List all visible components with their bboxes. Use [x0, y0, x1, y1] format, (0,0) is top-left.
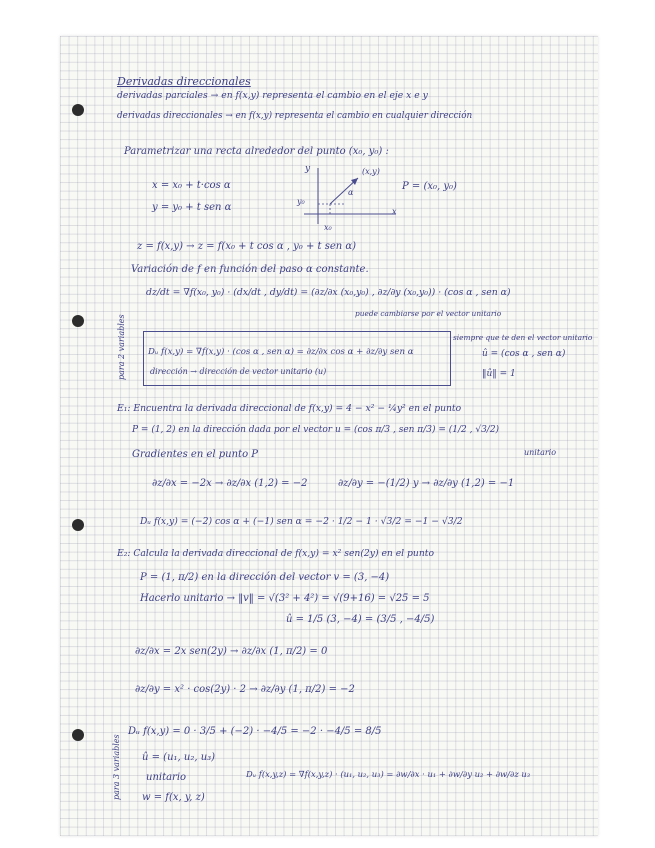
graph-y-label: y — [305, 164, 311, 174]
ej1-point-vector: P = (1, 2) en la dirección dada por el vector u = (cos π/3 , sen π/3) = (1/2 , √3/2) — [132, 425, 500, 435]
graph-x0-label: x₀ — [324, 223, 332, 232]
ej1-result: Dᵤ f(x,y) = (−2) cos α + (−1) sen α = −2 · 1/2 − 1 · √3/2 = −1 − √3/2 — [140, 516, 463, 527]
graph-alpha-label: α — [348, 188, 354, 197]
graph-point-label: (x,y) — [362, 167, 380, 176]
three-var-formula: Dᵤ f(x,y,z) = ∇f(x,y,z) · (u₁, u₂, u₃) = ∂w/∂x · u₁ + ∂w/∂y u₂ + ∂w/∂z u₃ — [246, 769, 531, 779]
note-u-def: û = (cos α , sen α) — [482, 349, 566, 359]
variation-text: Variación de f en función del paso α constante. — [131, 264, 369, 275]
direction-note: dirección → dirección de vector unitario (u) — [150, 367, 327, 376]
graph-y0-label: y₀ — [297, 197, 305, 206]
three-var-unit-word: unitario — [146, 772, 187, 783]
ej1-dzdx: ∂z/∂x = −2x → ∂z/∂x (1,2) = −2 — [152, 478, 308, 489]
ej2-point-vector: P = (1, π/2) en la dirección del vector v = (3, −4) — [140, 572, 390, 583]
note-unit-vector: siempre que te den el vector unitario — [453, 333, 593, 342]
intro-directional: derivadas direccionales → en f(x,y) representa el cambio en cualquier dirección — [117, 111, 473, 121]
param-heading: Parametrizar una recta alrededor del punto (x₀, y₀) : — [124, 146, 389, 157]
ej2-dzdx: ∂z/∂x = 2x sen(2y) → ∂z/∂x (1, π/2) = 0 — [135, 646, 328, 657]
three-var-u-def: û = (u₁, u₂, u₃) — [142, 752, 216, 763]
ej1-unit-note: unitario — [524, 448, 557, 457]
note-replace-vector: puede cambiarse por el vector unitario — [355, 309, 502, 318]
intro-partial: derivadas parciales → en f(x,y) representa el cambio en el eje x e y — [117, 90, 428, 101]
composite-line: z = f(x,y) → z = f(x₀ + t cos α , y₀ + t sen α) — [137, 241, 357, 252]
three-var-w-def: w = f(x, y, z) — [142, 792, 205, 803]
param-eq-y: y = y₀ + t sen α — [152, 202, 232, 213]
page-title: Derivadas direccionales — [117, 75, 251, 88]
three-var-side-label: para 3 variables — [112, 734, 121, 800]
graph-x-label: x — [392, 207, 397, 216]
formula-box — [143, 331, 451, 386]
ej2-result: Dᵤ f(x,y) = 0 · 3/5 + (−2) · −4/5 = −2 · −4/5 = 8/5 — [128, 726, 382, 737]
ej2-unit-vector: û = 1/5 (3, −4) = (3/5 , −4/5) — [286, 614, 435, 625]
ej1-dzdy: ∂z/∂y = −(1/2) y → ∂z/∂y (1,2) = −1 — [338, 478, 515, 489]
dz-dt-formula: dz/dt = ∇f(x₀, y₀) · (dx/dt , dy/dt) = (∂z/∂x (x₀,y₀) , ∂z/∂y (x₀,y₀)) · (cos α , sen α) — [146, 287, 511, 298]
directional-formula: Dᵤ f(x,y) = ∇f(x,y) · (cos α , sen α) = ∂z/∂x cos α + ∂z/∂y sen α — [148, 347, 414, 357]
ej2-unit-line: Hacerlo unitario → ‖v‖ = √(3² + 4²) = √(9+16) = √25 = 5 — [140, 593, 430, 604]
two-var-side-label: para 2 variables — [117, 314, 126, 380]
param-point: P = (x₀, y₀) — [402, 181, 457, 192]
ej2-statement: E₂: Calcula la derivada direccional de f(x,y) = x² sen(2y) en el punto — [117, 548, 434, 559]
ej1-gradient-heading: Gradientes en el punto P — [132, 449, 258, 460]
param-eq-x: x = x₀ + t·cos α — [152, 180, 231, 191]
note-u-norm: ‖û‖ = 1 — [482, 369, 516, 379]
ej1-statement: E₁: Encuentra la derivada direccional de f(x,y) = 4 − x² − ¼y² en el punto — [117, 403, 462, 414]
ej2-dzdy: ∂z/∂y = x² · cos(2y) · 2 → ∂z/∂y (1, π/2) = −2 — [135, 684, 355, 695]
